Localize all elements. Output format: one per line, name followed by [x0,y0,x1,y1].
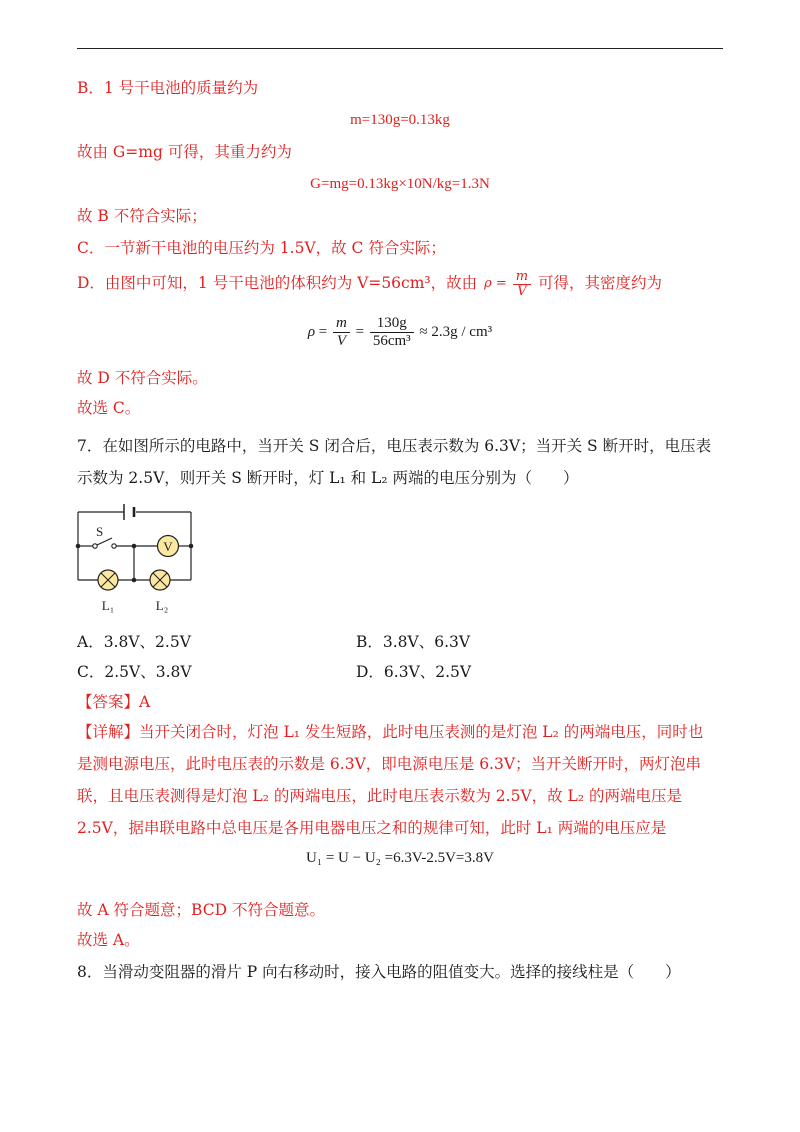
mass-equation: m=130g=0.13kg [350,112,450,128]
switch-contact-left [93,544,97,548]
q7-detail-text1: 当开关闭合时，灯泡 L₁ 发生短路，此时电压表测的是灯泡 L₂ 的两端电压，同时也 [139,723,704,741]
q7-option-c[interactable]: C．2.5V、3.8V [77,663,192,681]
lamp2-icon [150,570,170,590]
q7-option-a[interactable]: A．3.8V、2.5V [77,633,191,651]
lamp2-label: L₂ [155,598,169,613]
voltmeter-label: V [163,539,173,554]
q7-detail-label: 【详解】 [77,723,140,741]
q7-detail-line4: 2.5V，据串联电路中总电压是各用电器电压之和的规律可知，此时 L₁ 两端的电压应是 [77,819,667,837]
q7-voltage-equation: U₁ = U − U₂ =6.3V-2.5V=3.8V [306,850,494,866]
switch-label: S [96,524,104,539]
q7-option-d[interactable]: D．6.3V、2.5V [356,663,472,681]
density-fraction-inline: $\frac{m}{V}$ [513,270,531,299]
circuit-diagram [70,500,210,618]
gravity-equation: G=mg=0.13kg×10N/kg=1.3N [310,176,490,192]
density-equation: ρ = $\frac{m}{V}$ = $\frac{130g}{\text{56cm³}}$ ≈ 2.3g / cm³ [307,315,493,350]
lamp1-icon [98,570,118,590]
prev-final-choice: 故选 C。 [77,399,141,417]
option-c-line: C．一节新干电池的电压约为 1.5V，故 C 符合实际； [77,239,446,257]
header-rule [77,48,723,49]
option-b-intro: B．1 号干电池的质量约为 [77,79,259,97]
density-formula-inline: ρ = [484,276,507,291]
option-d-text-a: D．由图中可知，1 号干电池的体积约为 V=56cm³，故由 [77,274,478,292]
q7-answer: 【答案】A [77,693,151,711]
option-d-line [77,266,662,300]
q7-detail-conclusion: 故 A 符合题意；BCD 不符合题意。 [77,901,325,919]
density-fraction-mv: $\frac{m}{V}$ [333,315,350,350]
density-fraction-values: $\frac{130g}{\text{56cm³}}$ [370,315,414,350]
q8-stem: 8．当滑动变阻器的滑片 P 向右移动时，接入电路的阻值变大。选择的接线柱是（ ） [77,963,681,981]
lamp1-label: L₁ [101,598,115,613]
q7-stem-line2: 示数为 2.5V，则开关 S 断开时，灯 L₁ 和 L₂ 两端的电压分别为（ ） [77,469,579,487]
q7-option-b[interactable]: B．3.8V、6.3V [356,633,471,651]
q7-final-choice: 故选 A。 [77,931,140,949]
switch-contact-right [112,544,116,548]
q7-stem-line1: 7．在如图所示的电路中，当开关 S 闭合后，电压表示数为 6.3V；当开关 S 断开时，电压表 [77,437,712,455]
option-d-text-b: 可得，其密度约为 [538,274,663,292]
q7-detail-line1 [77,722,703,742]
q7-detail-line2: 是测电源电压，此时电压表的示数是 6.3V，即电源电压是 6.3V；当开关断开时，两灯泡串 [77,755,702,773]
option-d-conclusion: 故 D 不符合实际。 [77,369,208,387]
gravity-intro: 故由 G=mg 可得，其重力约为 [77,143,292,161]
density-result: ≈ 2.3g / cm³ [419,324,493,340]
q7-detail-line3: 联，且电压表测得是灯泡 L₂ 的两端电压，此时电压表示数为 2.5V，故 L₂ 的两端电压是 [77,787,682,805]
option-b-conclusion: 故 B 不符合实际； [77,207,207,225]
